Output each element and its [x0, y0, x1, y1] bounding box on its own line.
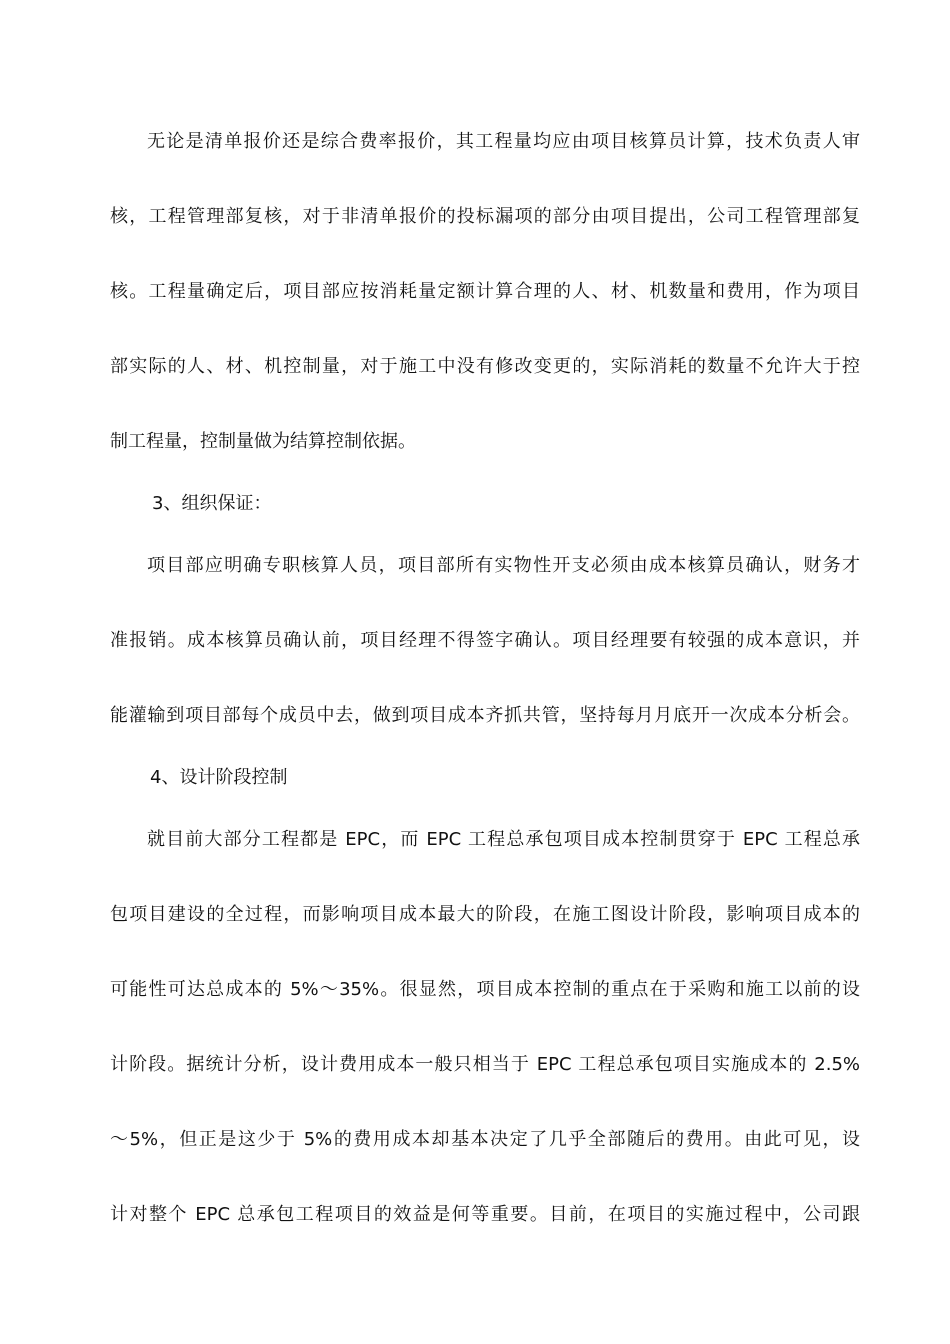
section-heading-3: 3、组织保证： — [152, 493, 272, 514]
paragraph-3-line-5: ～5%，但正是这少于 5%的费用成本却基本决定了几乎全部随后的费用。由此可见，设 — [110, 1129, 860, 1150]
paragraph-1-line-1: 无论是清单报价还是综合费率报价，其工程量均应由项目核算员计算，技术负责人审 — [147, 131, 860, 152]
paragraph-3-line-4: 计阶段。据统计分析，设计费用成本一般只相当于 EPC 工程总承包项目实施成本的 2.5% — [110, 1054, 860, 1075]
paragraph-3-line-6: 计对整个 EPC 总承包工程项目的效益是何等重要。目前，在项目的实施过程中，公司跟 — [110, 1204, 860, 1225]
paragraph-3-line-1: 就目前大部分工程都是 EPC，而 EPC 工程总承包项目成本控制贯穿于 EPC 工程总承 — [147, 829, 860, 850]
paragraph-2-line-2: 准报销。成本核算员确认前，项目经理不得签字确认。项目经理要有较强的成本意识，并 — [110, 630, 860, 651]
paragraph-1-line-5: 制工程量，控制量做为结算控制依据。 — [110, 431, 416, 452]
paragraph-2-line-1: 项目部应明确专职核算人员，项目部所有实物性开支必须由成本核算员确认，财务才 — [147, 555, 860, 576]
section-heading-4: 4、设计阶段控制 — [150, 767, 288, 788]
paragraph-3-line-2: 包项目建设的全过程，而影响项目成本最大的阶段，在施工图设计阶段，影响项目成本的 — [110, 904, 860, 925]
paragraph-3-line-3: 可能性可达总成本的 5%～35%。很显然，项目成本控制的重点在于采购和施工以前的设 — [110, 979, 860, 1000]
paragraph-1-line-4: 部实际的人、材、机控制量，对于施工中没有修改变更的，实际消耗的数量不允许大于控 — [110, 356, 860, 377]
paragraph-2-line-3: 能灌输到项目部每个成员中去，做到项目成本齐抓共管，坚持每月月底开一次成本分析会。 — [110, 705, 860, 726]
paragraph-1-line-2: 核，工程管理部复核，对于非清单报价的投标漏项的部分由项目提出，公司工程管理部复 — [110, 206, 860, 227]
paragraph-1-line-3: 核。工程量确定后，项目部应按消耗量定额计算合理的人、材、机数量和费用，作为项目 — [110, 281, 860, 302]
